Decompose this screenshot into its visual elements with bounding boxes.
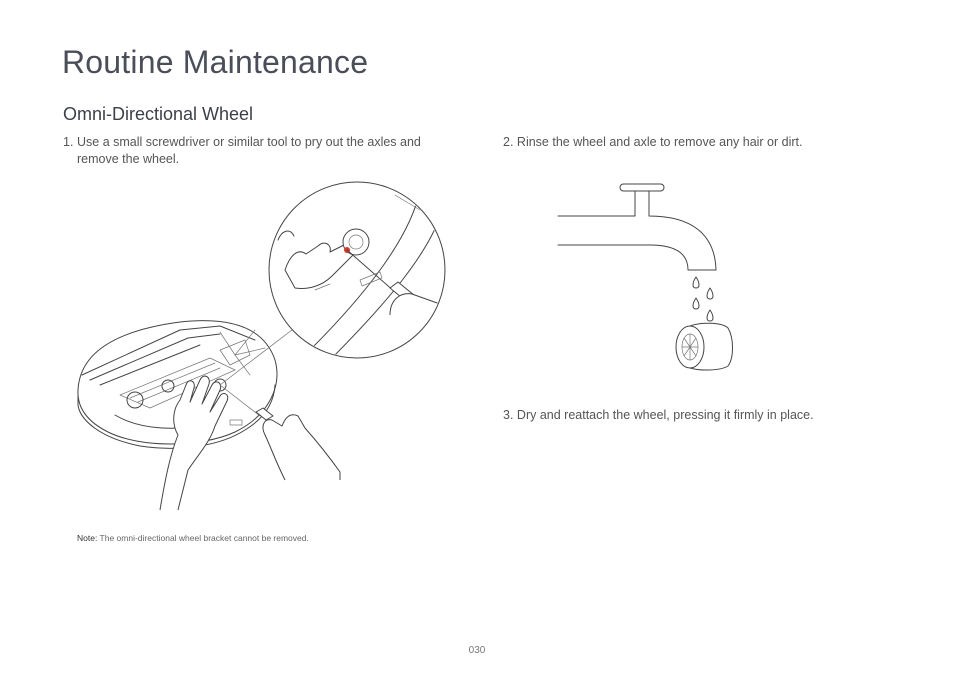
omni-wheel-icon [676,323,733,370]
page-number: 030 [468,645,486,656]
step-2 [503,134,903,151]
zoom-detail-circle [269,182,457,365]
step-3-number: 3. [503,408,514,422]
step-2-number: 2. [503,135,514,149]
faucet-wheel-rinse-illustration [550,178,750,378]
step-3-text: Dry and reattach the wheel, pressing it firmly in place. [516,408,814,422]
step-1 [63,134,463,168]
page-title: Routine Maintenance [62,44,369,80]
faucet-icon [558,184,716,270]
robot-vacuum-screwdriver-illustration [60,180,460,520]
right-hand [220,385,340,480]
step-3 [503,407,903,424]
water-drops-icon [693,277,713,321]
note-text: The omni-directional wheel bracket cannot be removed. [99,533,309,543]
note [77,533,309,543]
section-title: Omni-Directional Wheel [63,104,254,124]
step-1-text: Use a small screwdriver or similar tool to pry out the axles and remove the wheel. [77,135,421,166]
note-label: Note: [77,533,98,543]
step-2-text: Rinse the wheel and axle to remove any hair or dirt. [516,135,803,149]
step-1-number: 1. [63,135,74,149]
